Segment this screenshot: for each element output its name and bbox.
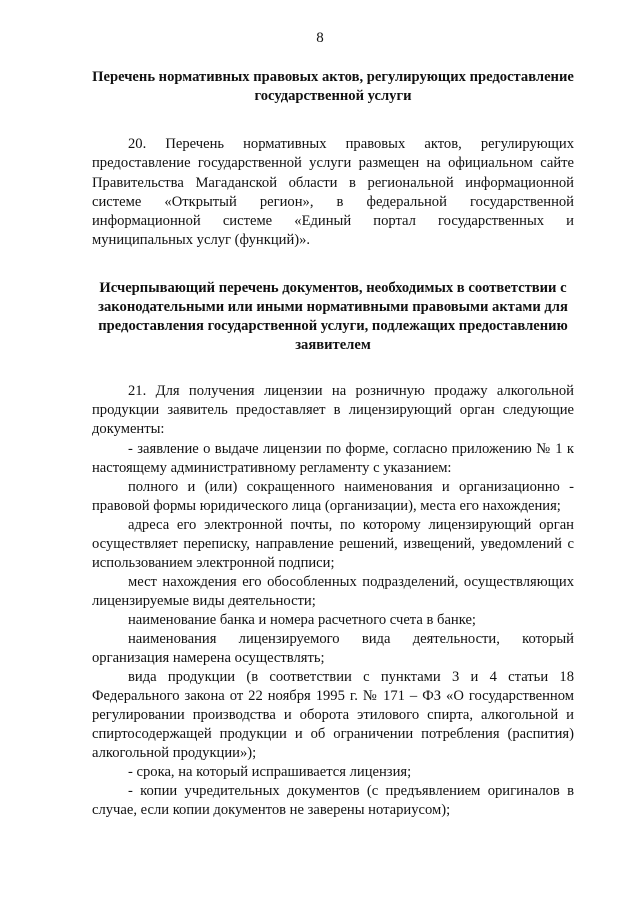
list-item-founding-docs: - копии учредительных документов (с предъявлением оригиналов в случае, если копии документов не заверены нотариусом); xyxy=(92,782,574,818)
section-heading-documents: Исчерпывающий перечень документов, необходимых в соответствии с законодательными или иными нормативными правовыми актами для предоставления государственной услуги, подлежащих предоставлению заявителем xyxy=(98,279,568,353)
page-number: 8 xyxy=(316,30,324,46)
list-item-branches: мест нахождения его обособленных подразделений, осуществляющих лицензируемые виды деятельности; xyxy=(92,573,574,609)
document-body xyxy=(92,68,574,820)
list-item-email: адреса его электронной почты, по которому лицензирующий орган осуществляет переписку, направление решений, извещений, уведомлений с использованием электронной подписи; xyxy=(92,516,574,571)
list-item-term: - срока, на который испрашивается лицензия; xyxy=(128,763,412,780)
list-item-product-type: вида продукции (в соответствии с пунктами 3 и 4 статьи 18 Федерального закона от 22 ноября 1995 г. № 171 – ФЗ «О государственном регулировании производства и оборота этилового спирта, алкогольной и спиртосодержащей продукции и об ограничении потребления (распития) алкогольной продукции»); xyxy=(92,668,574,761)
list-item-application: - заявление о выдаче лицензии по форме, согласно приложению № 1 к настоящему административному регламенту с указанием: xyxy=(92,440,574,476)
list-item-org-name: полного и (или) сокращенного наименования и организационно - правовой формы юридического лица (организации), места его нахождения; xyxy=(92,478,574,514)
list-item-bank: наименование банка и номера расчетного счета в банке; xyxy=(128,611,476,628)
list-item-activity: наименования лицензируемого вида деятельности, который организация намерена осуществлять; xyxy=(92,630,574,666)
paragraph-21: 21. Для получения лицензии на розничную продажу алкогольной продукции заявитель предоставляет в лицензирующий орган следующие документы: xyxy=(92,382,574,438)
paragraph-20: 20. Перечень нормативных правовых актов, регулирующих предоставление государственной услуги размещен на официальном сайте Правительства Магаданской области в региональной информационной системе «Открытый регион», в федеральной государственной информационной системе «Единый портал государственных и муниципальных услуг (функций)». xyxy=(92,136,574,249)
section-heading-legal-acts: Перечень нормативных правовых актов, регулирующих предоставление государственной услуги xyxy=(92,69,574,104)
